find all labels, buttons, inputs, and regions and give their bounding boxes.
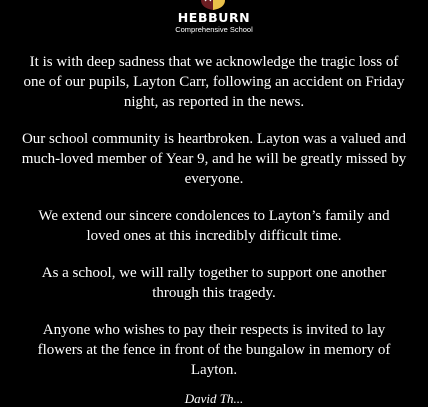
headteacher-signature: David Th... bbox=[184, 391, 244, 406]
statement-paragraph: It is with deep sadness that we acknowledge the tragic loss of one of our pupils, Layton Carr, following an accident on Friday night, as reported in the news. bbox=[23, 54, 405, 110]
statement-paragraph: Our school community is heartbroken. Layton was a valued and much-loved member of Year 9, and he will be greatly missed by everyone. bbox=[21, 131, 407, 187]
condolence-statement bbox=[20, 52, 408, 397]
statement-paragraph: We extend our sincere condolences to Layton’s family and loved ones at this incredibly difficult time. bbox=[38, 208, 390, 244]
school-header bbox=[0, 0, 428, 42]
school-crest-logo bbox=[199, 0, 227, 10]
statement-paragraph: Anyone who wishes to pay their respects is invited to lay flowers at the fence in front of the bungalow in memory of Layton. bbox=[37, 322, 391, 378]
school-subtitle: Comprehensive School bbox=[175, 25, 253, 34]
school-name: HEBBURN bbox=[177, 10, 251, 25]
statement-paragraph: As a school, we will rally together to support one another through this tragedy. bbox=[41, 265, 387, 301]
